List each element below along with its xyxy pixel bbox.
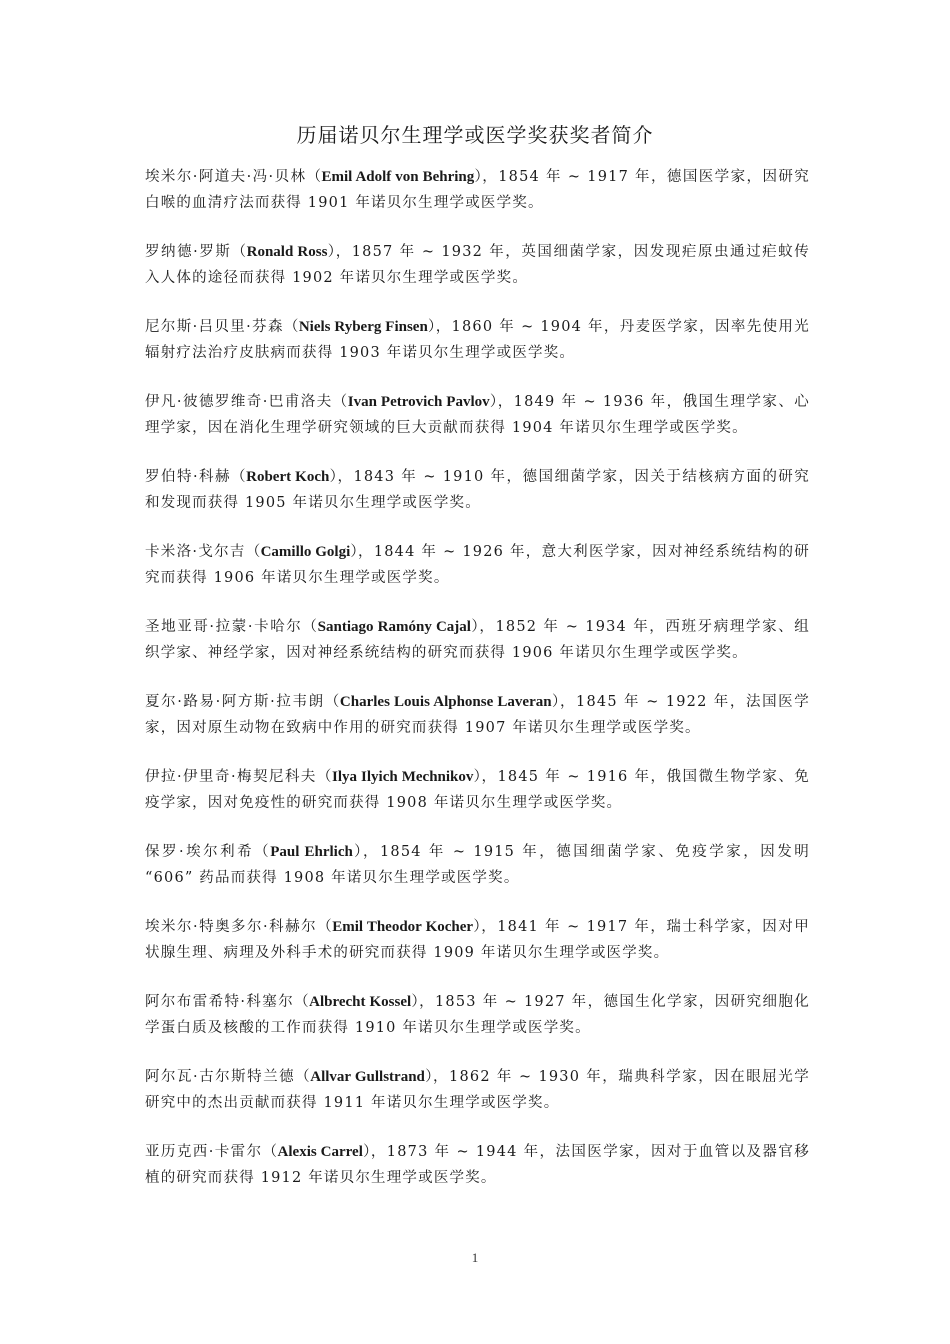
open-paren: （ <box>295 1069 311 1085</box>
close-paren: ） <box>427 319 436 335</box>
open-paren: （ <box>231 469 247 485</box>
laureate-entry <box>145 689 810 741</box>
close-paren: ） <box>327 244 336 260</box>
laureate-name-cn: 伊凡·彼德罗维奇·巴甫洛夫 <box>145 394 333 410</box>
laureate-name-en: Niels Ryberg Finsen <box>298 319 428 335</box>
laureate-entry <box>145 764 810 816</box>
laureate-name-cn: 阿尔瓦·古尔斯特兰德 <box>145 1069 296 1085</box>
open-paren: （ <box>231 244 247 260</box>
open-paren: （ <box>316 769 332 785</box>
laureate-name-cn: 夏尔·路易·阿方斯·拉韦朗 <box>145 694 325 710</box>
laureate-description: ，1854 年 ~ 1917 年，德国医学家，因研究白喉的血清疗法而获得 1901 年诺贝尔生理学或医学奖。 <box>145 169 810 211</box>
close-paren: ） <box>489 394 498 410</box>
close-paren: ） <box>470 619 480 635</box>
open-paren: （ <box>262 1144 278 1160</box>
open-paren: （ <box>306 169 322 185</box>
laureate-name-en: Emil Adolf von Behring <box>321 169 475 185</box>
laureate-entry <box>145 464 810 516</box>
laureate-name-en: Ronald Ross <box>246 244 328 260</box>
laureate-name-en: Emil Theodor Kocher <box>332 919 474 935</box>
open-paren: （ <box>254 844 271 860</box>
laureate-name-cn: 亚历克西·卡雷尔 <box>145 1144 263 1160</box>
laureate-entry <box>145 389 810 441</box>
open-paren: （ <box>294 994 310 1010</box>
close-paren: ） <box>411 994 420 1010</box>
close-paren: ） <box>473 919 482 935</box>
close-paren: ） <box>424 1069 434 1085</box>
laureate-description: ，1843 年 ~ 1910 年，德国细菌学家，因关于结核病方面的研究和发现而获得 1905 年诺贝尔生理学或医学奖。 <box>145 469 810 511</box>
laureate-name-en: Robert Koch <box>246 469 330 485</box>
laureate-name-en: Paul Ehrlich <box>270 844 353 860</box>
open-paren: （ <box>302 619 318 635</box>
laureate-description: ，1844 年 ~ 1926 年，意大利医学家，因对神经系统结构的研究而获得 1906 年诺贝尔生理学或医学奖。 <box>145 544 810 586</box>
laureate-name-en: Albrecht Kossel <box>309 994 412 1010</box>
laureate-name-en: Santiago Ramóny Cajal <box>317 619 471 635</box>
open-paren: （ <box>245 544 261 560</box>
laureate-description: ，1862 年 ~ 1930 年，瑞典科学家，因在眼屈光学研究中的杰出贡献而获得 1911 年诺贝尔生理学或医学奖。 <box>145 1069 810 1111</box>
laureate-name-en: Alexis Carrel <box>277 1144 363 1160</box>
close-paren: ） <box>474 169 483 185</box>
laureate-entry <box>145 239 810 291</box>
laureate-description: ，1873 年 ~ 1944 年，法国医学家，因对于血管以及器官移植的研究而获得 1912 年诺贝尔生理学或医学奖。 <box>145 1144 810 1186</box>
laureate-name-cn: 伊拉·伊里奇·梅契尼科夫 <box>145 769 317 785</box>
laureate-entry <box>145 989 810 1041</box>
laureate-description: ，1849 年 ~ 1936 年，俄国生理学家、心理学家，因在消化生理学研究领域的巨大贡献而获得 1904 年诺贝尔生理学或医学奖。 <box>145 394 810 436</box>
laureate-description: ，1841 年 ~ 1917 年，瑞士科学家，因对甲状腺生理、病理及外科手术的研究而获得 1909 年诺贝尔生理学或医学奖。 <box>145 919 810 961</box>
open-paren: （ <box>332 394 348 410</box>
laureate-description: ，1845 年 ~ 1916 年，俄国微生物学家、免疫学家，因对免疫性的研究而获得 1908 年诺贝尔生理学或医学奖。 <box>145 769 810 811</box>
laureate-name-cn: 罗纳德·罗斯 <box>145 244 232 260</box>
laureate-entry <box>145 914 810 966</box>
laureate-name-en: Allvar Gullstrand <box>310 1069 425 1085</box>
laureate-name-cn: 圣地亚哥·拉蒙·卡哈尔 <box>145 619 303 635</box>
laureate-name-cn: 罗伯特·科赫 <box>145 469 232 485</box>
laureate-name-en: Ivan Petrovich Pavlov <box>347 394 490 410</box>
laureate-description: ，1853 年 ~ 1927 年，德国生化学家，因研究细胞化学蛋白质及核酸的工作而获得 1910 年诺贝尔生理学或医学奖。 <box>145 994 810 1036</box>
laureate-name-cn: 卡米洛·戈尔吉 <box>145 544 246 560</box>
open-paren: （ <box>317 919 333 935</box>
laureate-name-en: Camillo Golgi <box>260 544 351 560</box>
laureate-name-cn: 尼尔斯·吕贝里·芬森 <box>145 319 284 335</box>
document-title: 历届诺贝尔生理学或医学奖获奖者简介 <box>296 123 654 147</box>
laureate-description: ，1852 年 ~ 1934 年，西班牙病理学家、组织学家、神经学家，因对神经系统结构的研究而获得 1906 年诺贝尔生理学或医学奖。 <box>145 619 810 661</box>
laureate-entry <box>145 839 810 891</box>
close-paren: ） <box>350 544 359 560</box>
laureate-description: ，1860 年 ~ 1904 年，丹麦医学家，因率先使用光辐射疗法治疗皮肤病而获得 1903 年诺贝尔生理学或医学奖。 <box>145 319 810 361</box>
close-paren: ） <box>329 469 338 485</box>
laureate-entry <box>145 539 810 591</box>
laureate-name-cn: 阿尔布雷希特·科塞尔 <box>145 994 295 1010</box>
laureate-description: ，1854 年 ~ 1915 年，德国细菌学家、免疫学家，因发明 “606” 药品而获得 1908 年诺贝尔生理学或医学奖。 <box>145 844 810 886</box>
close-paren: ） <box>362 1144 371 1160</box>
laureate-description: ，1845 年 ~ 1922 年，法国医学家，因对原生动物在致病中作用的研究而获得 1907 年诺贝尔生理学或医学奖。 <box>145 694 810 736</box>
laureate-entry <box>145 314 810 366</box>
close-paren: ） <box>352 844 363 860</box>
open-paren: （ <box>283 319 299 335</box>
open-paren: （ <box>324 694 340 710</box>
laureate-list <box>145 164 810 1214</box>
laureate-name-cn: 埃米尔·阿道夫·冯·贝林 <box>145 169 307 185</box>
laureate-entry <box>145 614 810 666</box>
laureate-name-en: Ilya Ilyich Mechnikov <box>332 769 474 785</box>
laureate-name-cn: 埃米尔·特奥多尔·科赫尔 <box>145 919 318 935</box>
close-paren: ） <box>473 769 482 785</box>
laureate-name-cn: 保罗·埃尔利希 <box>145 844 255 860</box>
page-number: 1 <box>471 1250 479 1265</box>
laureate-description: ，1857 年 ~ 1932 年，英国细菌学家，因发现疟原虫通过疟蚊传入人体的途径而获得 1902 年诺贝尔生理学或医学奖。 <box>145 244 810 286</box>
laureate-entry <box>145 1139 810 1191</box>
laureate-entry <box>145 164 810 216</box>
close-paren: ） <box>551 694 560 710</box>
laureate-entry <box>145 1064 810 1116</box>
laureate-name-en: Charles Louis Alphonse Laveran <box>339 694 552 710</box>
